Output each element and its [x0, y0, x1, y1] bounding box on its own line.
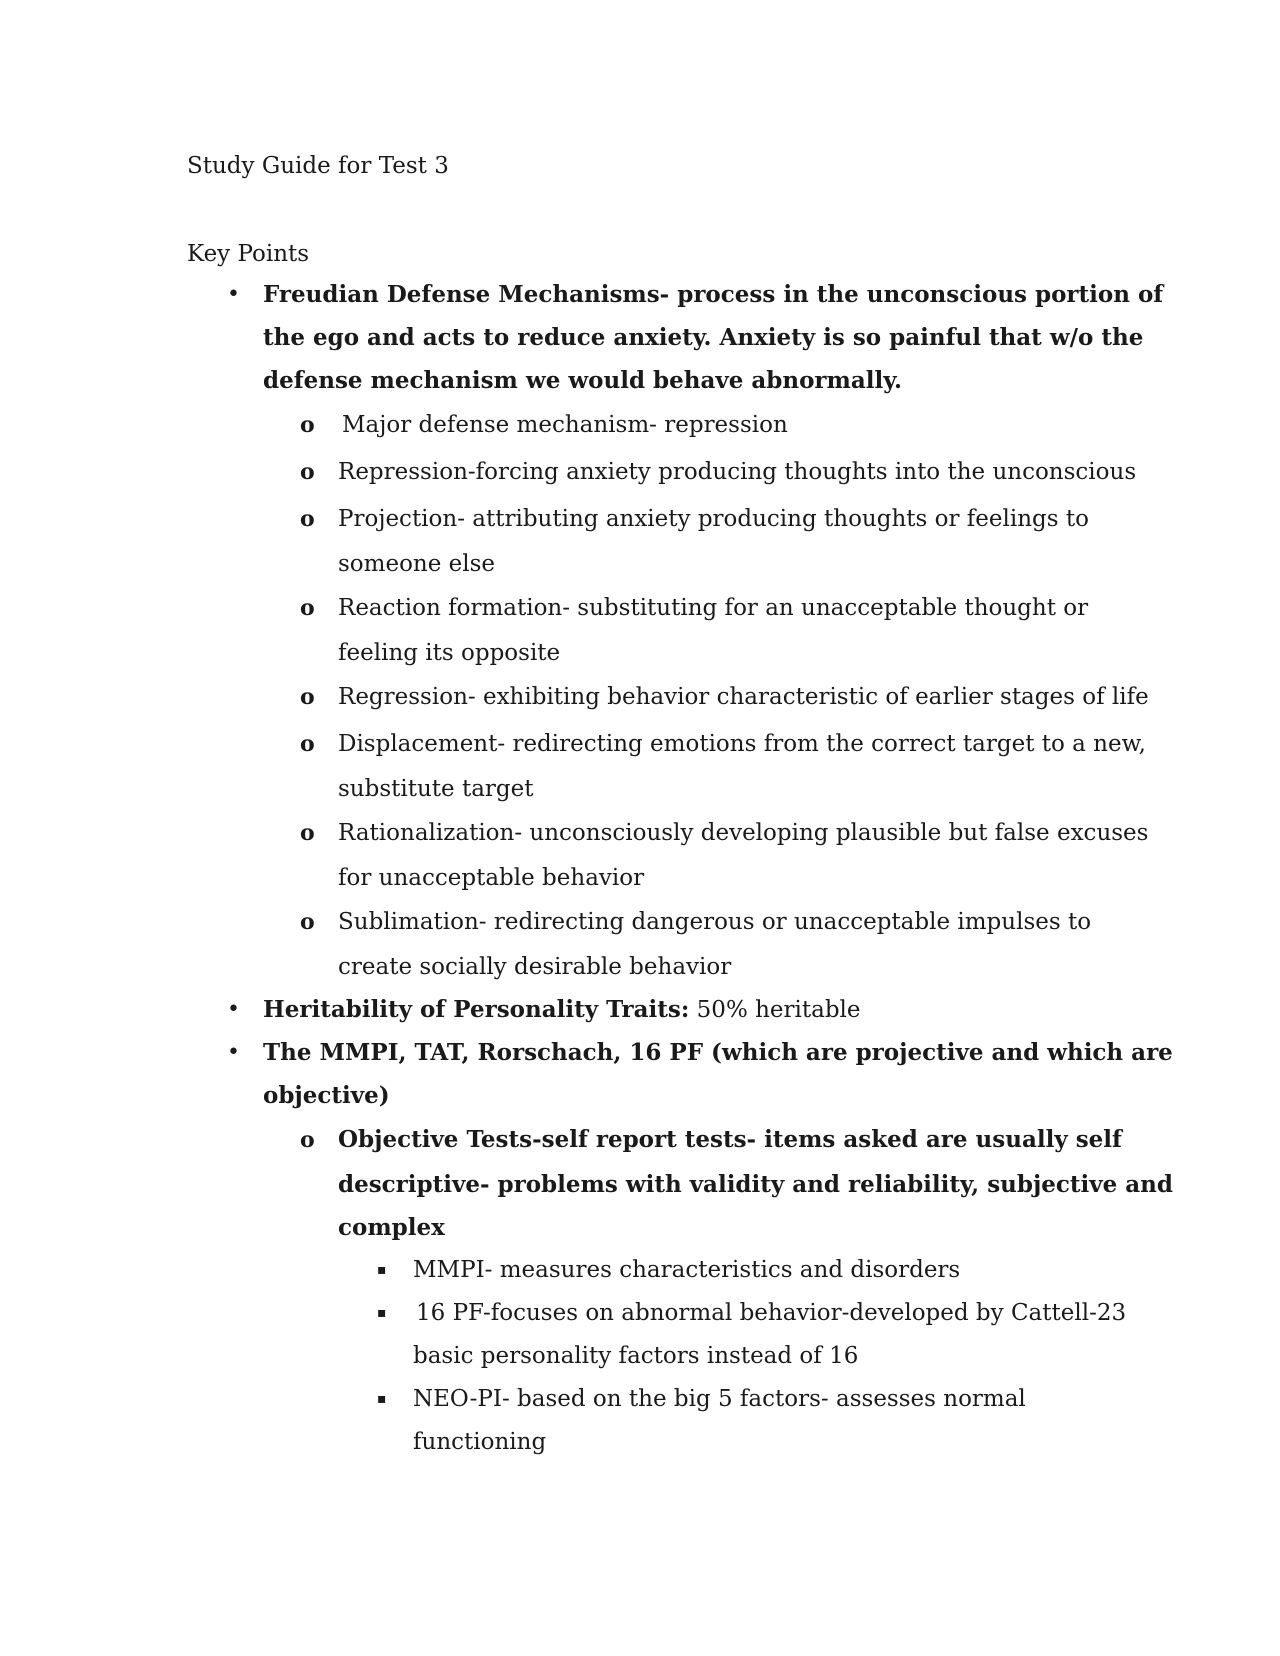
- item-text-line: basic personality factors instead of 16: [413, 1343, 859, 1369]
- bullet: o: [300, 684, 315, 710]
- item-text-line: Reaction formation- substituting for an unacceptable thought or: [338, 595, 1089, 621]
- item-text-line: Objective Tests-self report tests- items asked are usually self: [338, 1126, 1122, 1153]
- item-text-line: Projection- attributing anxiety producing thoughts or feelings to: [338, 506, 1089, 532]
- item-text-line: for unacceptable behavior: [338, 865, 645, 891]
- item-text-line: Sublimation- redirecting dangerous or unacceptable impulses to: [338, 909, 1092, 935]
- item-text-line: NEO-PI- based on the big 5 factors- assesses normal: [413, 1386, 1026, 1412]
- item-text-line: substitute target: [338, 776, 534, 802]
- item-text-line: 16 PF-focuses on abnormal behavior-developed by Cattell-23: [416, 1300, 1127, 1326]
- bullet: •: [227, 282, 240, 307]
- item-text-line: defense mechanism we would behave abnormally.: [263, 367, 902, 394]
- item-text-line: Rationalization- unconsciously developing plausible but false excuses: [338, 820, 1149, 846]
- item-text-line: descriptive- problems with validity and reliability, subjective and: [338, 1171, 1173, 1198]
- item-text-line: the ego and acts to reduce anxiety. Anxiety is so painful that w/o the: [263, 324, 1144, 351]
- bullet: ▪: [377, 1262, 387, 1278]
- item-text-line: [263, 994, 861, 1026]
- item-text-line: create socially desirable behavior: [338, 954, 732, 980]
- bullet: o: [300, 412, 315, 438]
- bullet: •: [227, 1040, 240, 1065]
- item-text-line: someone else: [338, 551, 496, 577]
- item-text-line: Major defense mechanism- repression: [342, 412, 788, 438]
- document-title: Study Guide for Test 3: [187, 153, 449, 179]
- item-value: 50% heritable: [696, 997, 861, 1023]
- item-text-line: Regression- exhibiting behavior characteristic of earlier stages of life: [338, 684, 1149, 710]
- bullet: o: [300, 595, 315, 621]
- item-text-line: Repression-forcing anxiety producing thoughts into the unconscious: [338, 459, 1137, 485]
- item-text-line: Freudian Defense Mechanisms- process in the unconscious portion of: [263, 281, 1164, 308]
- bullet: o: [300, 909, 315, 935]
- bullet: o: [300, 506, 315, 532]
- bullet: ▪: [377, 1305, 387, 1321]
- bullet: o: [300, 820, 315, 846]
- item-label: Heritability of Personality Traits:: [263, 996, 690, 1023]
- item-text-line: The MMPI, TAT, Rorschach, 16 PF (which are projective and which are: [263, 1039, 1173, 1066]
- bullet: o: [300, 459, 315, 485]
- item-text-line: complex: [338, 1214, 445, 1241]
- item-text-line: objective): [263, 1082, 390, 1109]
- section-heading: Key Points: [187, 241, 310, 267]
- item-text-line: MMPI- measures characteristics and disorders: [413, 1257, 961, 1283]
- item-text-line: functioning: [413, 1429, 547, 1455]
- item-text-line: feeling its opposite: [338, 640, 561, 666]
- item-text-line: Displacement- redirecting emotions from the correct target to a new,: [338, 731, 1146, 757]
- bullet: •: [227, 997, 240, 1022]
- bullet: ▪: [377, 1391, 387, 1407]
- bullet: o: [300, 1127, 315, 1153]
- bullet: o: [300, 731, 315, 757]
